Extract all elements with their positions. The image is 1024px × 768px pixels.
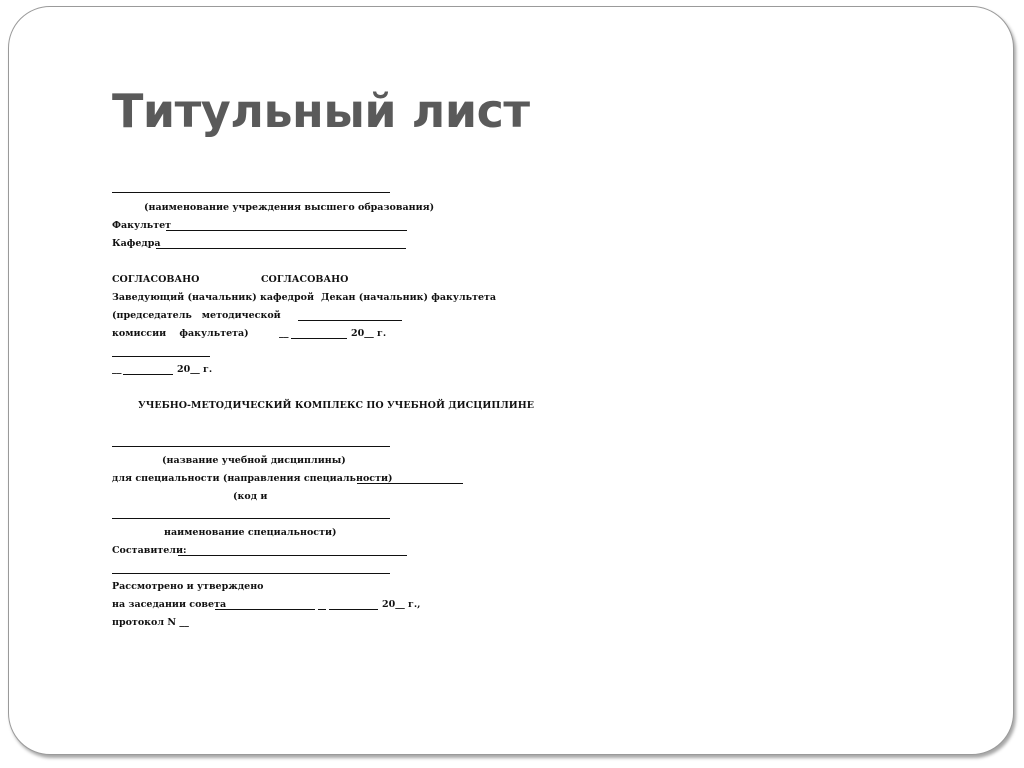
head-signature-blank xyxy=(112,356,210,357)
authors-label: Составители: xyxy=(112,545,187,556)
authors-blank xyxy=(178,555,407,556)
discipline-caption: (название учебной дисциплины) xyxy=(162,455,346,466)
institution-blank xyxy=(112,192,390,193)
department-blank xyxy=(156,248,406,249)
dean-date-day: __ xyxy=(279,328,289,339)
dean-signature-blank xyxy=(298,320,402,321)
specialty-caption: наименование специальности) xyxy=(164,527,337,538)
institution-caption: (наименование учреждения высшего образования) xyxy=(144,202,435,213)
head-date-day: __ xyxy=(112,364,122,375)
specialty-name-blank xyxy=(112,518,390,519)
dean-date-year: 20__ г. xyxy=(351,328,387,339)
dean-date-month-blank xyxy=(291,338,347,339)
council-meeting-label: на заседании совета xyxy=(112,599,227,610)
council-month-blank xyxy=(329,609,378,610)
approval-right: СОГЛАСОВАНО xyxy=(261,274,349,285)
approval-left: СОГЛАСОВАНО xyxy=(112,274,200,285)
head-date-year: 20__ г. xyxy=(177,364,213,375)
authors-blank-2 xyxy=(112,573,390,574)
discipline-blank xyxy=(112,446,390,447)
complex-heading: УЧЕБНО-МЕТОДИЧЕСКИЙ КОМПЛЕКС ПО УЧЕБНОЙ ДИСЦИПЛИНЕ xyxy=(138,400,534,411)
dean-title: Декан (начальник) факультета xyxy=(321,292,497,303)
chairman-line: (председатель методической xyxy=(112,310,281,321)
specialty-label: для специальности (направления специальности) xyxy=(112,473,393,484)
faculty-label: Факультет xyxy=(112,220,172,231)
head-of-department: Заведующий (начальник) кафедрой xyxy=(112,292,314,303)
head-date-month-blank xyxy=(123,374,173,375)
council-day-blank xyxy=(318,609,326,610)
council-name-blank xyxy=(215,609,315,610)
council-year: 20__ г., xyxy=(382,599,421,610)
department-label: Кафедра xyxy=(112,238,161,249)
specialty-blank xyxy=(357,483,463,484)
slide-title: Титульный лист xyxy=(112,84,530,138)
commission-line: комиссии факультета) xyxy=(112,328,249,339)
faculty-blank xyxy=(166,230,407,231)
code-caption: (код и xyxy=(233,491,268,502)
reviewed-line: Рассмотрено и утверждено xyxy=(112,581,264,592)
protocol-line: протокол N __ xyxy=(112,617,189,628)
